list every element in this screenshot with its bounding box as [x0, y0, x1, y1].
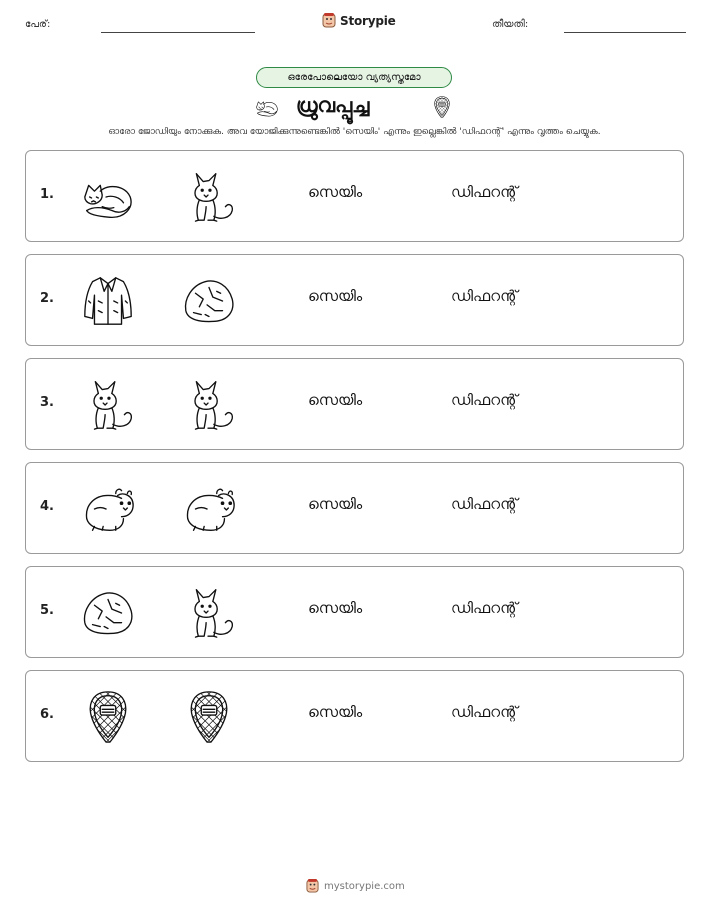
worksheet-type-badge: ഒരേപോലെയോ വ്യത്യസ്തമോ [256, 67, 452, 88]
question-row [25, 462, 684, 554]
snowshoe-picture [180, 688, 238, 746]
question-row [25, 358, 684, 450]
date-line[interactable] [564, 32, 686, 33]
hamster-picture [180, 480, 238, 538]
sleeping-fox-picture [79, 168, 137, 226]
same-option[interactable]: സെയിം [308, 703, 363, 721]
sitting-fox-picture [79, 376, 137, 434]
sitting-fox-picture [180, 376, 238, 434]
rock-picture [180, 272, 238, 330]
question-row [25, 150, 684, 242]
rock-picture [79, 584, 137, 642]
sleeping-fox-icon [252, 94, 282, 120]
sitting-fox-picture [180, 168, 238, 226]
question-row [25, 566, 684, 658]
question-row [25, 254, 684, 346]
same-option[interactable]: സെയിം [308, 495, 363, 513]
different-option[interactable]: ഡിഫറന്റ് [451, 495, 518, 513]
hamster-picture [79, 480, 137, 538]
fur-coat-picture [79, 272, 137, 330]
different-option[interactable]: ഡിഫറന്റ് [451, 599, 518, 617]
footer-url[interactable]: mystorypie.com [324, 880, 405, 892]
snowshoe-picture [79, 688, 137, 746]
same-option[interactable]: സെയിം [308, 287, 363, 305]
brand-name: Storypie [340, 13, 396, 28]
footer [306, 879, 405, 893]
different-option[interactable]: ഡിഫറന്റ് [451, 391, 518, 409]
name-label: പേര്: [25, 19, 51, 30]
question-number: 5. [40, 603, 54, 618]
question-number: 4. [40, 499, 54, 514]
different-option[interactable]: ഡിഫറന്റ് [451, 703, 518, 721]
different-option[interactable]: ഡിഫറന്റ് [451, 183, 518, 201]
same-option[interactable]: സെയിം [308, 599, 363, 617]
question-number: 1. [40, 187, 54, 202]
question-row [25, 670, 684, 762]
question-number: 3. [40, 395, 54, 410]
brand-logo [322, 13, 396, 28]
page-title: ധ്രുവപ്പൂച്ച [296, 93, 370, 117]
instructions: ഓരോ ജോഡിയും നോക്കുക. അവ യോജിക്കുന്നുണ്ടെങ്കിൽ 'സെയിം' എന്നും ഇല്ലെങ്കിൽ 'ഡിഫറന്റ്' എന്നും വൃത്തം ചെയ്യുക. [108, 127, 601, 137]
sitting-fox-picture [180, 584, 238, 642]
same-option[interactable]: സെയിം [308, 183, 363, 201]
storypie-mascot-icon [306, 879, 319, 893]
question-number: 6. [40, 707, 54, 722]
storypie-mascot-icon [322, 13, 336, 28]
different-option[interactable]: ഡിഫറന്റ് [451, 287, 518, 305]
title-row [250, 92, 460, 120]
snowshoe-icon [430, 92, 454, 122]
same-option[interactable]: സെയിം [308, 391, 363, 409]
name-line[interactable] [101, 32, 255, 33]
date-label: തീയതി: [492, 19, 529, 30]
question-number: 2. [40, 291, 54, 306]
